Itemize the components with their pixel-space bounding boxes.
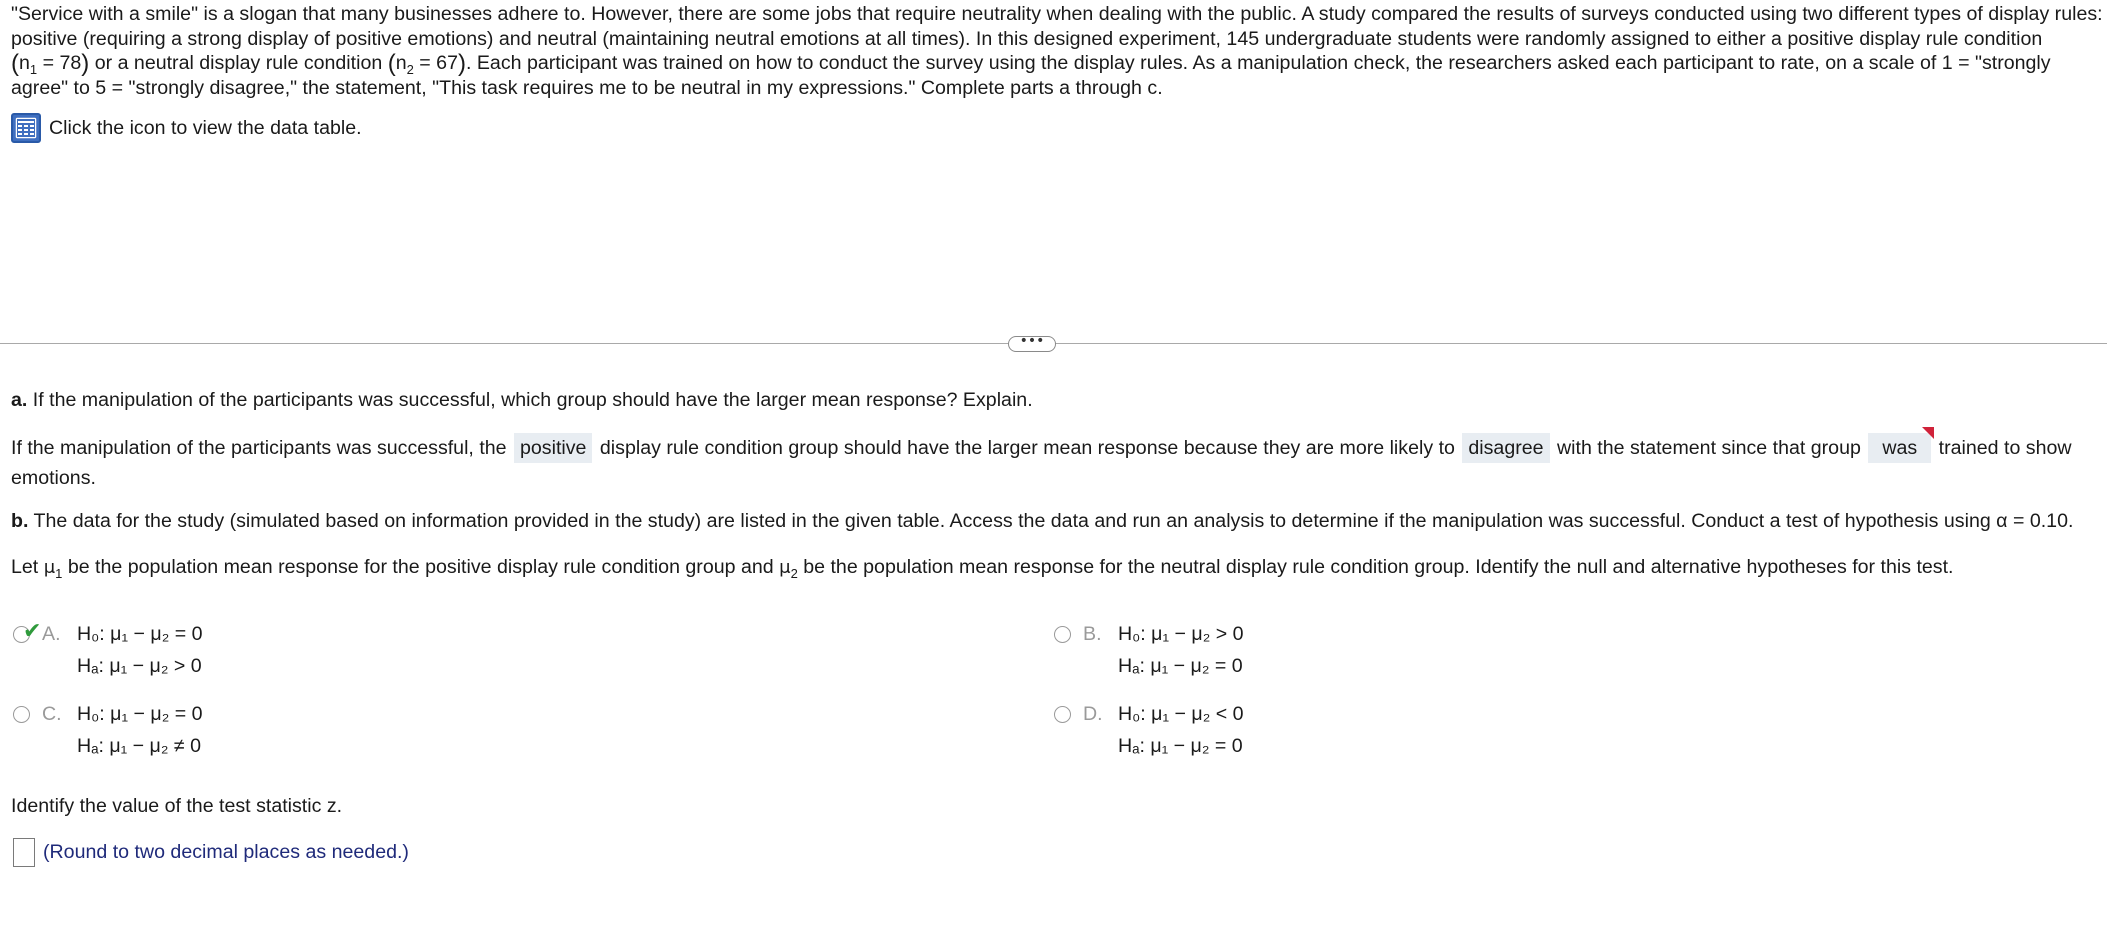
option-b-radio[interactable] bbox=[1054, 626, 1071, 643]
part-b-question bbox=[11, 509, 2073, 533]
option-a-h0: H₀: μ₁ − μ₂ = 0 bbox=[77, 623, 203, 645]
answer-mid: display rule condition group should have the larger mean response because they are more likely to bbox=[599, 437, 1455, 459]
data-table-icon-glyph bbox=[15, 117, 37, 139]
option-b[interactable] bbox=[1054, 618, 1654, 684]
answer-wrap: emotions. bbox=[11, 467, 96, 489]
answer-was-text: was bbox=[1882, 437, 1918, 459]
intro-line-3-mid: or a neutral display rule condition bbox=[89, 52, 388, 74]
option-c-ha: Hₐ: μ₁ − μ₂ ≠ 0 bbox=[77, 735, 201, 757]
let-mid: be the population mean response for the positive display rule condition group and bbox=[62, 556, 780, 578]
mu-sub-2: 2 bbox=[790, 566, 798, 581]
part-a-question bbox=[11, 388, 1033, 412]
option-a-letter: A. bbox=[42, 623, 61, 645]
option-d-letter: D. bbox=[1083, 703, 1103, 725]
n2-label: n bbox=[395, 52, 407, 74]
option-a[interactable] bbox=[13, 618, 613, 684]
mu-sub-1: 1 bbox=[55, 566, 63, 581]
option-c-letter: C. bbox=[42, 703, 62, 725]
part-b-question-text: The data for the study (simulated based on information provided in the study) are listed in the given table. Access the data and run an analysis to determine if the manipulation was successful. Conduct a test of hypothesis using α = 0.10. bbox=[28, 510, 2074, 532]
part-b-label: b. bbox=[11, 510, 29, 532]
intro-line-3: $(n_1 = 78)$ or a neutral display rule condition $(n_2 = 67)$. Each participant was trained on how to conduct the survey using the display rules. As a manipulation check, the researchers asked each participant to rate, on a scale of 1 = "strongly bbox=[11, 50, 2051, 77]
n1-label: n bbox=[19, 52, 30, 74]
data-table-icon[interactable] bbox=[11, 113, 41, 143]
part-a-answer bbox=[11, 433, 2111, 493]
test-stat-input[interactable] bbox=[13, 838, 35, 867]
option-d[interactable] bbox=[1054, 698, 1654, 764]
answer-dropdown-agree[interactable]: disagree bbox=[1462, 433, 1549, 463]
answer-dropdown-group[interactable]: positive bbox=[514, 433, 592, 463]
option-b-letter: B. bbox=[1083, 623, 1102, 645]
let-post: be the population mean response for the neutral display rule condition group. Identify the null and alternative hypotheses for this test. bbox=[797, 556, 1954, 578]
answer-dropdown-was[interactable] bbox=[1868, 433, 1931, 463]
n2-value: = 67 bbox=[413, 52, 458, 74]
data-table-link-text[interactable]: Click the icon to view the data table. bbox=[49, 116, 362, 139]
problem-statement bbox=[11, 2, 2111, 100]
answer-pre: If the manipulation of the participants was successful, the bbox=[11, 437, 507, 459]
round-hint: (Round to two decimal places as needed.) bbox=[43, 841, 409, 863]
option-b-h0: H₀: μ₁ − μ₂ > 0 bbox=[1118, 623, 1244, 645]
let-pre: Let bbox=[11, 556, 44, 578]
option-a-ha: Hₐ: μ₁ − μ₂ > 0 bbox=[77, 655, 202, 677]
n1-value: = 78 bbox=[37, 52, 82, 74]
test-stat-prompt: Identify the value of the test statistic z. bbox=[11, 795, 343, 817]
option-c[interactable] bbox=[13, 698, 613, 764]
option-c-h0: H₀: μ₁ − μ₂ = 0 bbox=[77, 703, 203, 725]
part-a-question-text: If the manipulation of the participants was successful, which group should have the larger mean response? Explain. bbox=[27, 389, 1033, 411]
intro-line-2: positive (requiring a strong display of positive emotions) and neutral (maintaining neutral emotions at all times). In this designed experiment, 145 undergraduate students were randomly assigned to either a positive display rule condition bbox=[11, 27, 2043, 50]
option-c-radio[interactable] bbox=[13, 706, 30, 723]
part-a-label: a. bbox=[11, 389, 28, 411]
option-d-h0: H₀: μ₁ − μ₂ < 0 bbox=[1118, 703, 1244, 725]
intro-line-1: "Service with a smile" is a slogan that many businesses adhere to. However, there are some jobs that require neutrality when dealing with the public. A study compared the results of surveys conducted using two different types of display rules: bbox=[11, 3, 2103, 25]
data-table-row bbox=[11, 111, 362, 145]
answer-post: trained to show bbox=[1938, 437, 2072, 459]
n2-sub: 2 bbox=[406, 62, 414, 77]
option-b-ha: Hₐ: μ₁ − μ₂ = 0 bbox=[1118, 655, 1243, 677]
intro-line-4: agree" to 5 = "strongly disagree," the statement, "This task requires me to be neutral in my expressions." Complete parts a through c. bbox=[11, 76, 1163, 99]
checkmark-icon: ✔ bbox=[23, 619, 42, 644]
mu-symbol-2: μ bbox=[779, 557, 791, 578]
mu-symbol-1: μ bbox=[43, 557, 56, 578]
option-d-ha: Hₐ: μ₁ − μ₂ = 0 bbox=[1118, 735, 1243, 757]
option-d-radio[interactable] bbox=[1054, 706, 1071, 723]
n1-sub: 1 bbox=[29, 62, 38, 77]
part-b-let bbox=[11, 555, 1953, 580]
intro-line-3-end: . Each participant was trained on how to conduct the survey using the display rules. As a manipulation check, the researchers asked each participant to rate, on a scale of 1 = "strongly bbox=[465, 52, 2051, 74]
answer-mid2: with the statement since that group bbox=[1557, 437, 1861, 459]
expand-handle[interactable]: ••• bbox=[1008, 336, 1056, 352]
incorrect-flag-icon bbox=[1922, 427, 1934, 439]
